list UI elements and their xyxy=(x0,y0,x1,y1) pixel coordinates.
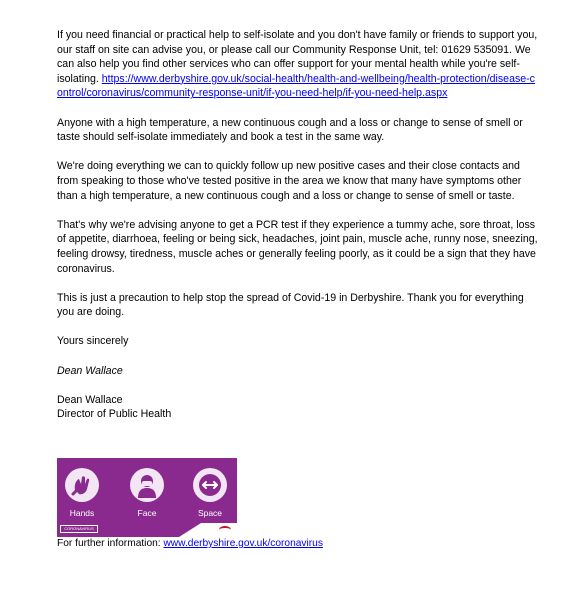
signatory-block xyxy=(57,393,539,422)
pcr-advice-paragraph: That's why we're advising anyone to get a PCR test if they experience a tummy ache, sore throat, loss of appetite, diarrhoea, feeling or being sick, headaches, joint pain, muscle ache, runny nose, sneezing, feeling drowsy, tiredness, muscle aches or generally feeling poorly, as it could be a sign that they have coronavirus. xyxy=(57,218,538,275)
symptoms-paragraph: Anyone with a high temperature, a new continuous cough and a loss or change to sense of smell or taste should self-isolate immediately and book a test in the same way. xyxy=(57,116,523,144)
precaution-paragraph: This is just a precaution to help stop the spread of Covid-19 in Derbyshire. Thank you for everything you are doing. xyxy=(57,291,524,319)
signatory-name: Dean Wallace xyxy=(57,393,123,406)
signatory-title: Director of Public Health xyxy=(57,408,172,421)
coronavirus-tag: CORONAVIRUS xyxy=(60,525,98,534)
support-paragraph xyxy=(57,28,539,101)
space-label: Space xyxy=(197,508,223,518)
face-label: Face xyxy=(137,508,157,518)
hands-label: Hands xyxy=(69,508,95,518)
hands-face-space-banner xyxy=(57,458,237,537)
hands-icon xyxy=(65,468,99,502)
community-response-link[interactable]: https://www.derbyshire.gov.uk/social-health/health-and-wellbeing/health-protection/disease-control/coronavirus/community-response-unit/if-you-need-help/if-you-need-help.aspx xyxy=(57,72,535,100)
support-text: If you need financial or practical help to self-isolate and you don't have family or friends to support you, our staff on site can advise you, or please call our Community Response Unit, tel: 01629 535091. We can also help you find other services who can offer support for your mental health while you're self-isolating. xyxy=(57,29,538,85)
face-mask-icon xyxy=(130,468,164,502)
footer xyxy=(57,537,323,550)
space-item xyxy=(190,468,230,518)
letter-body xyxy=(57,28,539,422)
space-arrows-icon xyxy=(193,468,227,502)
hands-item xyxy=(62,468,102,518)
derbyshire-logo-icon xyxy=(219,526,231,534)
salutation: Yours sincerely xyxy=(57,335,129,348)
follow-up-paragraph: We're doing everything we can to quickly follow up new positive cases and their close contacts and from speaking to those who've tested positive in the area we know that many have symptoms other than a high temperature, a new continuous cough and a loss or change to sense of smell or taste. xyxy=(57,160,522,202)
footer-label: For further information: xyxy=(57,538,164,549)
coronavirus-info-link[interactable]: www.derbyshire.gov.uk/coronavirus xyxy=(163,538,323,549)
signature: Dean Wallace xyxy=(57,364,123,377)
face-item xyxy=(127,468,167,518)
